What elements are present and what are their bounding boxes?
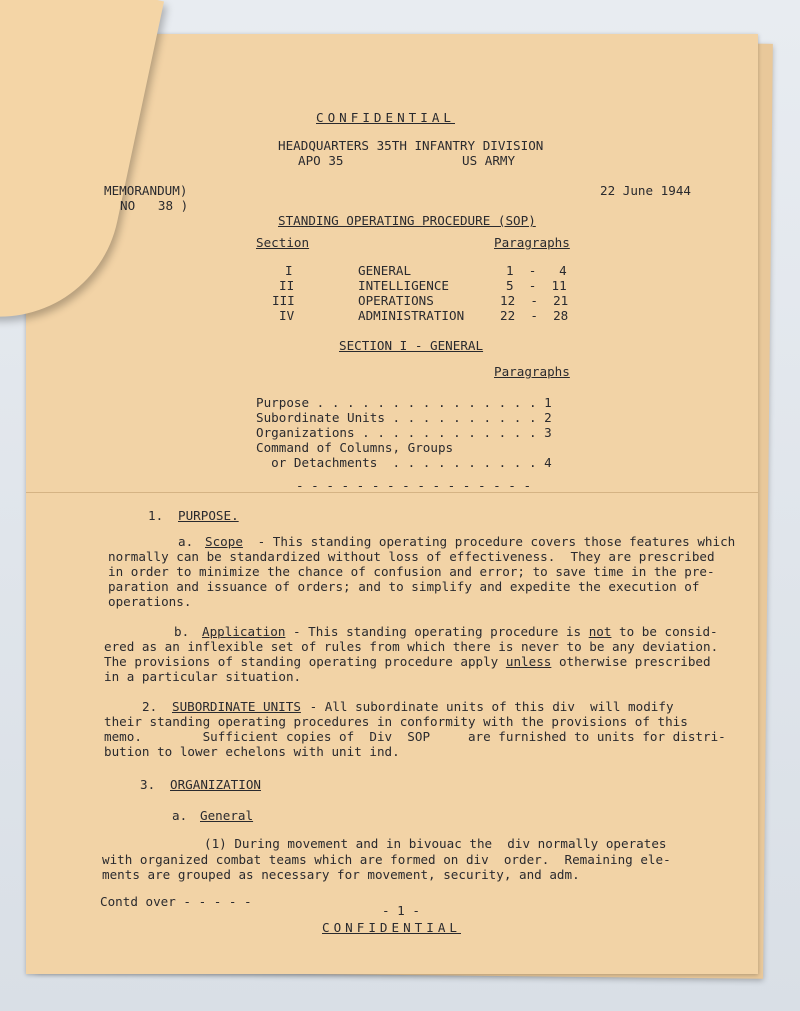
toc-row-title: GENERAL bbox=[358, 263, 412, 278]
divider-line: - - - - - - - - - - - - - - - - bbox=[296, 478, 532, 493]
toc-row-paras: 12 - 21 bbox=[500, 293, 569, 308]
index-line: Organizations . . . . . . . . . . . . 3 bbox=[256, 425, 552, 440]
body-line bbox=[104, 654, 711, 669]
document-page bbox=[26, 34, 758, 974]
subpara-title: General bbox=[200, 808, 254, 823]
subpara-label: a. bbox=[178, 534, 194, 549]
sop-title: STANDING OPERATING PROCEDURE (SOP) bbox=[278, 213, 536, 228]
body-line: in a particular situation. bbox=[104, 669, 302, 684]
body-line: with organized combat teams which are formed on div order. Remaining ele- bbox=[102, 852, 671, 867]
body-line: ments are grouped as necessary for movement, security, and adm. bbox=[102, 867, 580, 882]
toc-row-title: ADMINISTRATION bbox=[358, 308, 465, 323]
para-number: 3. bbox=[140, 777, 156, 792]
toc-paragraphs-header: Paragraphs bbox=[494, 235, 570, 250]
body-text: - This standing operating procedure is bbox=[285, 624, 589, 639]
para-heading: SUBORDINATE UNITS bbox=[172, 699, 301, 714]
memo-number: NO 38 ) bbox=[120, 198, 189, 213]
body-line: - All subordinate units of this div will modify bbox=[302, 699, 674, 714]
body-line: memo. Sufficient copies of Div SOP are furnished to units for distri- bbox=[104, 729, 726, 744]
para-heading: PURPOSE. bbox=[178, 508, 239, 523]
body-line: - This standing operating procedure covers those features which bbox=[250, 534, 736, 549]
hq-line: HEADQUARTERS 35TH INFANTRY DIVISION bbox=[278, 138, 544, 153]
toc-row-num: IV bbox=[279, 308, 295, 323]
toc-row-paras: 1 - 4 bbox=[506, 263, 567, 278]
body-text: to be consid- bbox=[611, 624, 718, 639]
emphasis-text: unless bbox=[505, 654, 552, 669]
body-line: normally can be standardized without loss of effectiveness. They are prescribed bbox=[108, 549, 715, 564]
index-line: or Detachments . . . . . . . . . . 4 bbox=[256, 455, 552, 470]
body-line: ered as an inflexible set of rules from which there is never to be any deviation. bbox=[104, 639, 719, 654]
page-number: - 1 - bbox=[382, 903, 420, 918]
toc-row-title: OPERATIONS bbox=[358, 293, 434, 308]
para-number: 1. bbox=[148, 508, 164, 523]
classification-bottom: CONFIDENTIAL bbox=[322, 920, 461, 935]
memo-date: 22 June 1944 bbox=[600, 183, 691, 198]
index-line: Command of Columns, Groups bbox=[256, 440, 454, 455]
section-paragraphs-label: Paragraphs bbox=[494, 364, 570, 379]
para-heading: ORGANIZATION bbox=[170, 777, 261, 792]
body-line: operations. bbox=[108, 594, 192, 609]
emphasis-text: not bbox=[588, 624, 612, 639]
body-text: otherwise prescribed bbox=[551, 654, 711, 669]
toc-row-num: II bbox=[279, 278, 295, 293]
body-line: bution to lower echelons with unit ind. bbox=[104, 744, 400, 759]
body-line bbox=[202, 624, 718, 639]
toc-row-num: I bbox=[285, 263, 293, 278]
index-line: Purpose . . . . . . . . . . . . . . . 1 bbox=[256, 395, 552, 410]
toc-row-num: III bbox=[272, 293, 295, 308]
memo-label: MEMORANDUM) bbox=[104, 183, 188, 198]
index-line: Subordinate Units . . . . . . . . . . 2 bbox=[256, 410, 552, 425]
subpara-label: b. bbox=[174, 624, 190, 639]
classification-top: CONFIDENTIAL bbox=[316, 110, 455, 125]
toc-row-paras: 22 - 28 bbox=[500, 308, 569, 323]
body-line: (1) During movement and in bivouac the div normally operates bbox=[204, 836, 667, 851]
section-title: SECTION I - GENERAL bbox=[339, 338, 484, 353]
toc-row-paras: 5 - 11 bbox=[506, 278, 567, 293]
body-line: paration and issuance of orders; and to simplify and expedite the execution of bbox=[108, 579, 700, 594]
body-text: The provisions of standing operating procedure apply bbox=[104, 654, 506, 669]
body-line: in order to minimize the chance of confusion and error; to save time in the pre- bbox=[108, 564, 715, 579]
subpara-title: Application bbox=[202, 624, 286, 639]
para-number: 2. bbox=[142, 699, 158, 714]
army-line: US ARMY bbox=[462, 153, 516, 168]
subpara-label: a. bbox=[172, 808, 188, 823]
toc-row-title: INTELLIGENCE bbox=[358, 278, 449, 293]
subpara-title: Scope bbox=[205, 534, 243, 549]
apo-line: APO 35 bbox=[298, 153, 344, 168]
body-line: their standing operating procedures in conformity with the provisions of this bbox=[104, 714, 688, 729]
continued-note: Contd over - - - - - bbox=[100, 894, 252, 909]
toc-section-header: Section bbox=[256, 235, 310, 250]
